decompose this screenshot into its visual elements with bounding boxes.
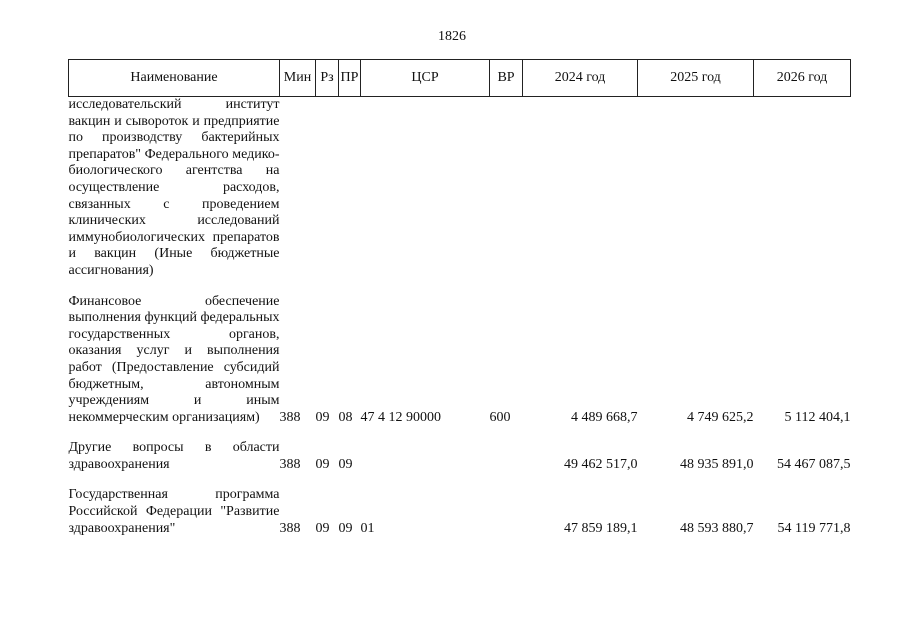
row-spacer [69, 473, 851, 487]
row-amount-2026: 54 467 087,5 [777, 456, 851, 472]
column-header-csr: ЦСР [361, 60, 490, 97]
row-pr: 09 [338, 456, 353, 472]
table-row [69, 294, 851, 427]
column-header-rz: Рз [316, 60, 339, 97]
row-amount-2026: 5 112 404,1 [784, 409, 851, 425]
column-header-2024: 2024 год [523, 60, 638, 97]
row-vr: 600 [489, 409, 511, 425]
column-header-min: Мин [280, 60, 316, 97]
row-min: 388 [279, 456, 301, 472]
row-rz: 09 [315, 456, 330, 472]
row-amount-2025: 4 749 625,2 [687, 409, 754, 425]
row-amount-2024: 49 462 517,0 [564, 456, 638, 472]
row-amount-2025: 48 593 880,7 [680, 520, 754, 536]
row-min: 388 [279, 520, 301, 536]
row-pr: 09 [338, 520, 353, 536]
table-row [69, 97, 851, 280]
row-amount-2026 [754, 97, 851, 280]
page-number: 1826 [438, 29, 466, 44]
row-amount-2025 [638, 97, 754, 280]
row-pr [339, 97, 361, 280]
row-rz: 09 [315, 520, 330, 536]
row-spacer [69, 426, 851, 440]
row-pr: 08 [338, 409, 353, 425]
table-header-row [69, 60, 851, 97]
table-row [69, 487, 851, 537]
row-vr [490, 97, 523, 280]
column-header-2026: 2026 год [754, 60, 851, 97]
row-csr: 47 4 12 90000 [360, 409, 441, 425]
row-csr [361, 440, 490, 473]
table-row [69, 440, 851, 473]
row-spacer [69, 280, 851, 294]
row-amount-2024: 47 859 189,1 [564, 520, 638, 536]
row-amount-2026: 54 119 771,8 [777, 520, 851, 536]
column-header-2025: 2025 год [638, 60, 754, 97]
row-min: 388 [279, 409, 301, 425]
row-rz [316, 97, 339, 280]
row-amount-2024: 4 489 668,7 [571, 409, 638, 425]
row-rz: 09 [315, 409, 330, 425]
column-header-vr: ВР [490, 60, 523, 97]
column-header-name: Наименование [69, 60, 280, 97]
row-amount-2024 [523, 97, 638, 280]
row-name: Государственная программа Российской Федерации "Развитие здравоохранения" [68, 487, 280, 536]
row-name: Финансовое обеспечение выполнения функций федеральных государственных органов, оказания услуг и выполнения работ (Предоставление субсидий бюджетным, автономным учреждениям и иным некоммерческим организациям) [68, 293, 280, 425]
row-min [280, 97, 316, 280]
row-csr [361, 97, 490, 280]
row-amount-2025: 48 935 891,0 [680, 456, 754, 472]
column-header-pr: ПР [339, 60, 361, 97]
row-vr [490, 487, 523, 537]
row-vr [490, 440, 523, 473]
budget-table [68, 59, 851, 537]
row-name: исследовательский институт вакцин и сывороток и предприятие по производству бактерийных препаратов" Федерального медико-биологического агентства на осуществление расходов, связанных с проведением клинических исследований иммунобиологических препаратов и вакцин (Иные бюджетные ассигнования) [68, 97, 280, 278]
row-csr: 01 [360, 520, 375, 536]
row-name: Другие вопросы в области здравоохранения [68, 440, 280, 472]
